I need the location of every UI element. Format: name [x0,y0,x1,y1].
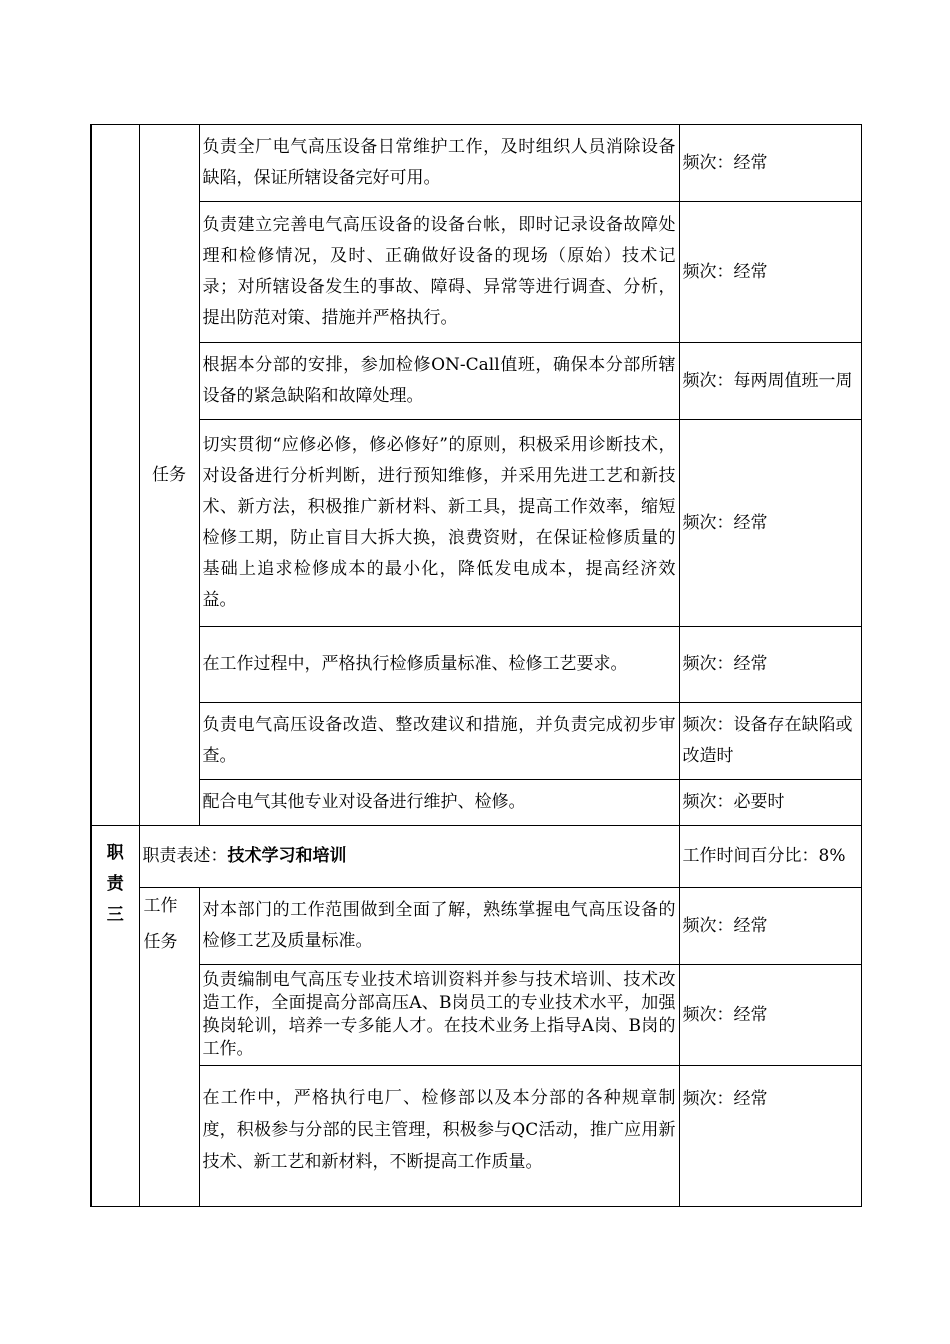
task-label: 任务 [152,464,186,485]
task-frequency: 频次：经常 [679,420,861,627]
table-row [91,202,861,343]
task-text: 负责建立完善电气高压设备的设备台帐，即时记录设备故障处理和检修情况，及时、正确做好设备的现场（原始）技术记录；对所辖设备发生的事故、障碍、异常等进行调查、分析，提出防范对策、措施并严格执行。 [199,202,679,343]
label-char: 任务 [143,932,178,952]
table-row [91,627,861,703]
responsibility-label-cell [91,125,139,826]
responsibility-description [139,826,679,888]
label-char: 职 [106,843,124,863]
responsibility-three-label [91,826,139,1207]
label-char: 三 [106,905,124,925]
table-row [91,343,861,420]
label-char: 责 [106,874,124,894]
table-row [91,780,861,826]
task-frequency: 频次：必要时 [679,780,861,826]
task-frequency: 频次：经常 [679,1066,861,1207]
responsibility-table [90,124,862,1207]
task-text: 负责全厂电气高压设备日常维护工作，及时组织人员消除设备缺陷，保证所辖设备完好可用。 [199,125,679,202]
task-frequency: 频次：经常 [679,202,861,343]
task-frequency: 频次：经常 [679,125,861,202]
task-text: 负责电气高压设备改造、整改建议和措施，并负责完成初步审查。 [199,703,679,780]
task-text: 负责编制电气高压专业技术培训资料并参与技术培训、技术改造工作，全面提高分部高压A、B岗员工的专业技术水平，加强换岗轮训，培养一专多能人才。在技术业务上指导A岗、B岗的工作。 [199,965,679,1066]
task-label-cell [139,125,199,826]
task-text: 配合电气其他专业对设备进行维护、检修。 [199,780,679,826]
task-text: 对本部门的工作范围做到全面了解，熟练掌握电气高压设备的检修工艺及质量标准。 [199,888,679,965]
task-text: 在工作中，严格执行电厂、检修部以及本分部的各种规章制度，积极参与分部的民主管理，积极参与QC活动，推广应用新技术、新工艺和新材料，不断提高工作质量。 [199,1066,679,1207]
table-row [91,965,861,1066]
table-row [91,703,861,780]
table-row [91,888,861,965]
task-frequency: 频次：设备存在缺陷或改造时 [679,703,861,780]
description-title: 技术学习和培训 [227,846,347,866]
task-frequency: 频次：经常 [679,965,861,1066]
table-row [91,826,861,888]
table-row [91,125,861,202]
task-text: 切实贯彻“应修必修，修必修好”的原则，积极采用诊断技术，对设备进行分析判断，进行预知维修，并采用先进工艺和新技术、新方法，积极推广新材料、新工具，提高工作效率，缩短检修工期，防止盲目大拆大换，浪费资财，在保证检修质量的基础上追求检修成本的最小化，降低发电成本，提高经济效益。 [199,420,679,627]
table-row [91,420,861,627]
work-time-percentage: 工作时间百分比：8% [679,826,861,888]
task-frequency: 频次：每两周值班一周 [679,343,861,420]
label-char: 工作 [143,896,178,916]
table-row [91,1066,861,1207]
work-task-label [139,888,199,1207]
task-frequency: 频次：经常 [679,627,861,703]
task-text: 在工作过程中，严格执行检修质量标准、检修工艺要求。 [199,627,679,703]
task-text: 根据本分部的安排，参加检修ON-Call值班，确保本分部所辖设备的紧急缺陷和故障处理。 [199,343,679,420]
description-prefix: 职责表述： [142,846,228,866]
task-frequency: 频次：经常 [679,888,861,965]
